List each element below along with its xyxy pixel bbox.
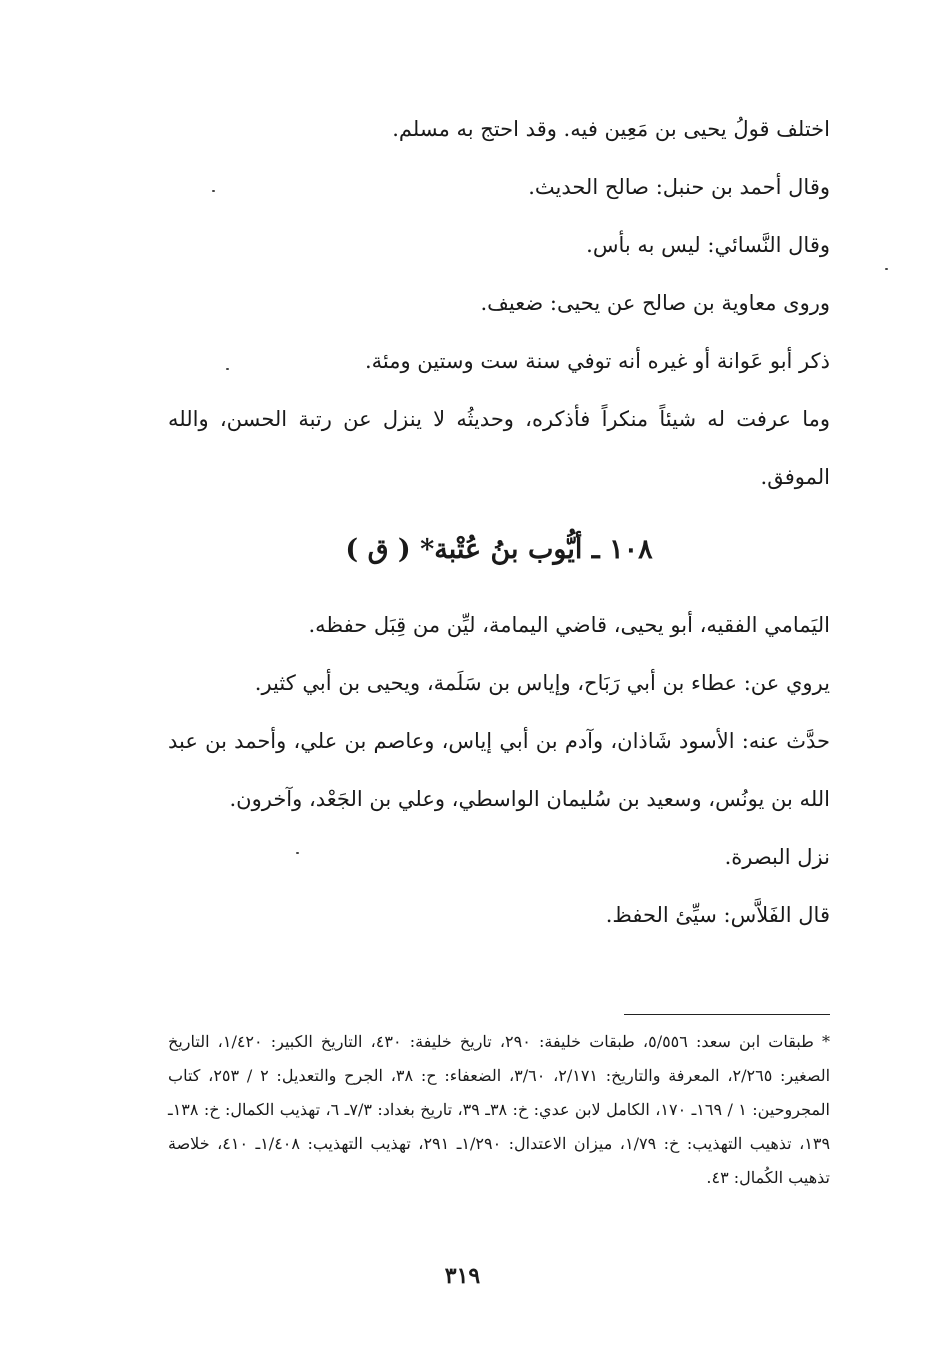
text-line: وروى معاوية بن صالح عن يحيى: ضعيف. — [480, 291, 830, 315]
entry-text — [168, 596, 830, 944]
text-line: اختلف قولُ يحيى بن مَعِين فيه. وقد احتج به مسلم. — [392, 117, 830, 141]
previous-entry-text — [168, 100, 830, 506]
text-line: قال الفَلاَّس: سيِّئ الحفظ. — [605, 903, 830, 927]
text-line: حدَّث عنه: الأسود شَاذان، وآدم بن أبي إياس، وعاصم بن علي، وأحمد بن عبد الله بن يونُس، وسعيد بن سُليمان الواسطي، وعلي بن الجَعْد، وآخرون. — [168, 729, 830, 811]
footnote-separator — [624, 1014, 830, 1015]
text-line: وقال أحمد بن حنبل: صالح الحديث. — [528, 175, 830, 199]
page-number: ٣١٩ — [444, 1263, 481, 1289]
scan-speck — [296, 852, 299, 854]
text-line: وقال النَّسائي: ليس به بأس. — [586, 233, 830, 257]
text-line: يروي عن: عطاء بن أبي رَبَاح، وإياس بن سَلَمة، ويحيى بن أبي كثير. — [254, 671, 830, 695]
scan-speck — [885, 268, 888, 270]
text-line: اليَمامي الفقيه، أبو يحيى، قاضي اليمامة، ليِّن من قِبَل حفظه. — [308, 613, 830, 637]
text-line: نزل البصرة. — [724, 845, 830, 869]
text-line: ذكر أبو عَوانة أو غيره أنه توفي سنة ست وستين ومئة. — [364, 349, 830, 373]
scan-speck — [226, 368, 229, 370]
scan-speck — [212, 190, 215, 192]
text-line: وما عرفت له شيئاً منكراً فأذكره، وحديثُه لا ينزل عن رتبة الحسن، والله الموفق. — [168, 407, 830, 489]
footnote-text: * طبقات ابن سعد: ٥/٥٥٦، طبقات خليفة: ٢٩٠، تاريخ خليفة: ٤٣٠، التاريخ الكبير: ١/٤٢٠، التاريخ الصغير: ٢/٢٦٥، المعرفة والتاريخ: ٢/١٧١، ٣/٦٠، الضعفاء: ح: ٣٨، الجرح والتعديل: ٢ / ٢٥٣، كتاب المجروحين: ١ / ١٦٩ـ ١٧٠، الكامل لابن عدي: خ: ٣٨ـ ٣٩، تاريخ بغداد: ٧/٣ـ ٦، تهذيب الكمال: خ: ١٣٨ـ ١٣٩، تذهيب التهذيب: خ: ١/٧٩، ميزان الاعتدال: ١/٢٩٠ـ ٢٩١، تهذيب التهذيب: ١/٤٠٨ـ ٤١٠، خلاصة تذهيب الكُمال: ٤٣. — [168, 1032, 831, 1187]
entry-heading: ١٠٨ ـ أيُّوب بنُ عُتْبة* ( ق ) — [345, 534, 653, 565]
